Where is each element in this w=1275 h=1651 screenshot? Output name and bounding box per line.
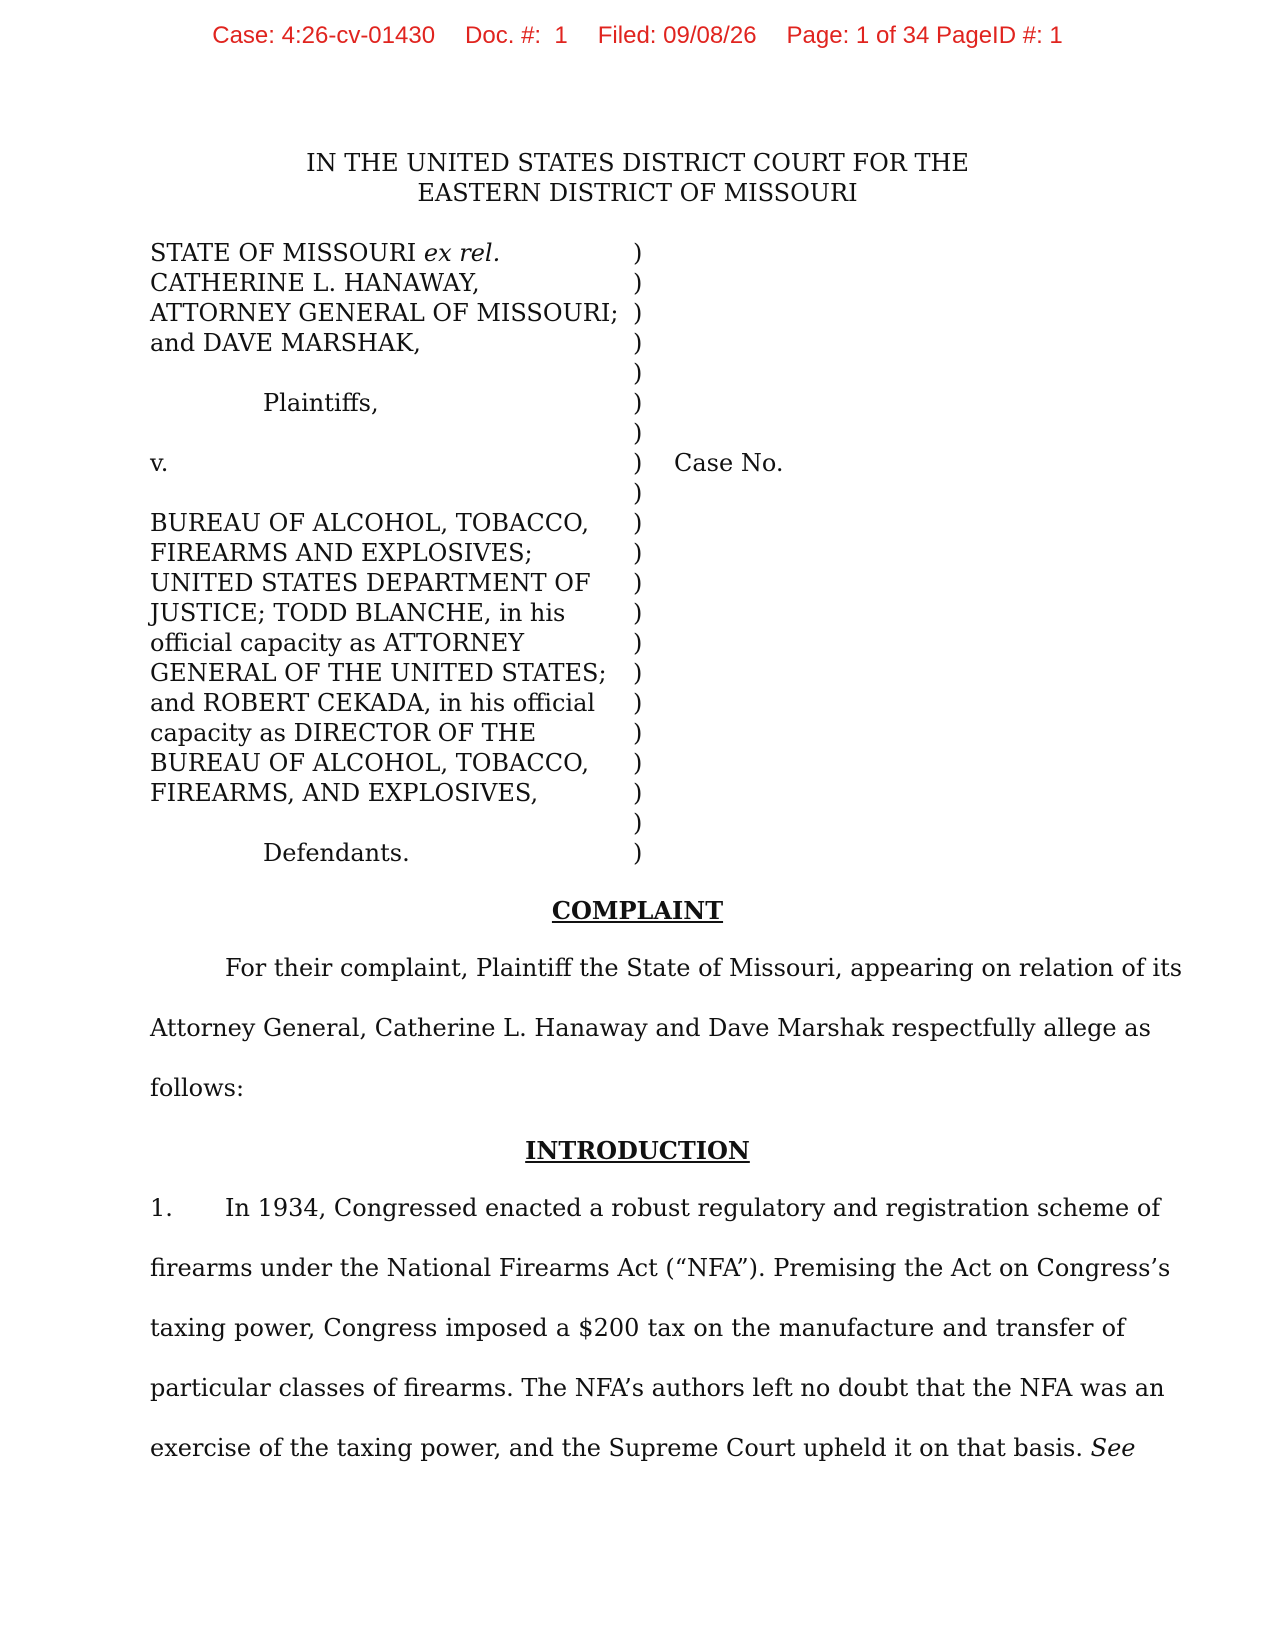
plaintiff-line: and DAVE MARSHAK, bbox=[150, 329, 421, 357]
caption-paren: ) bbox=[633, 779, 643, 807]
caption-paren: ) bbox=[633, 569, 643, 597]
caption-paren: ) bbox=[633, 809, 643, 837]
paragraph-1-line: particular classes of firearms. The NFA’s authors left no doubt that the NFA was an bbox=[150, 1374, 1165, 1402]
intro-line: follows: bbox=[150, 1074, 245, 1102]
paragraph-1-line: taxing power, Congress imposed a $200 tax on the manufacture and transfer of bbox=[150, 1314, 1125, 1342]
court-title-line-1: IN THE UNITED STATES DISTRICT COURT FOR THE bbox=[306, 149, 969, 177]
court-title-line-2: EASTERN DISTRICT OF MISSOURI bbox=[417, 179, 858, 207]
defendant-line: BUREAU OF ALCOHOL, TOBACCO, bbox=[150, 749, 589, 777]
caption-paren: ) bbox=[633, 299, 643, 327]
defendant-line: GENERAL OF THE UNITED STATES; bbox=[150, 659, 607, 687]
caption-paren: ) bbox=[633, 359, 643, 387]
stamp-case: Case: 4:26-cv-01430 bbox=[212, 22, 436, 49]
caption-paren: ) bbox=[633, 719, 643, 747]
intro-line: Attorney General, Catherine L. Hanaway and Dave Marshak respectfully allege as bbox=[150, 1014, 1151, 1042]
intro-paragraph bbox=[150, 938, 1183, 1118]
caption-paren: ) bbox=[633, 449, 643, 477]
caption-paren: ) bbox=[633, 389, 643, 417]
defendants-label: Defendants. bbox=[263, 839, 410, 867]
stamp-doc: Doc. #: 1 bbox=[465, 22, 568, 49]
defendant-line: FIREARMS, AND EXPLOSIVES, bbox=[150, 779, 539, 807]
defendant-line: official capacity as ATTORNEY bbox=[150, 629, 525, 657]
caption-paren: ) bbox=[633, 239, 643, 267]
paragraph-1-line: firearms under the National Firearms Act (“NFA”). Premising the Act on Congress’s bbox=[150, 1254, 1171, 1282]
defendant-line: JUSTICE; TODD BLANCHE, in his bbox=[150, 599, 566, 627]
paragraph-1-line: 1. In 1934, Congressed enacted a robust regulatory and registration scheme of bbox=[150, 1178, 1125, 1238]
caption-paren: ) bbox=[633, 329, 643, 357]
complaint-heading: COMPLAINT bbox=[551, 896, 724, 925]
caption-paren: ) bbox=[633, 419, 643, 447]
caption-paren: ) bbox=[633, 539, 643, 567]
intro-line: For their complaint, Plaintiff the State of Missouri, appearing on relation of its bbox=[225, 954, 1183, 982]
plaintiff-line: CATHERINE L. HANAWAY, bbox=[150, 269, 480, 297]
introduction-heading: INTRODUCTION bbox=[525, 1136, 750, 1165]
caption-paren: ) bbox=[633, 659, 643, 687]
defendant-line: capacity as DIRECTOR OF THE bbox=[150, 719, 537, 747]
case-number-label: Case No. bbox=[674, 449, 784, 477]
caption-paren: ) bbox=[633, 509, 643, 537]
defendant-line: UNITED STATES DEPARTMENT OF bbox=[150, 569, 591, 597]
paragraph-number: 1. bbox=[150, 1194, 173, 1222]
filing-stamp bbox=[0, 22, 1275, 50]
stamp-page: Page: 1 of 34 PageID #: 1 bbox=[786, 22, 1063, 49]
versus: v. bbox=[150, 449, 169, 477]
caption-paren: ) bbox=[633, 839, 643, 867]
plaintiffs-label: Plaintiffs, bbox=[263, 389, 379, 417]
caption-paren-column bbox=[633, 238, 642, 868]
caption-paren: ) bbox=[633, 689, 643, 717]
caption-paren: ) bbox=[633, 749, 643, 777]
see-signal: See bbox=[1090, 1434, 1136, 1462]
stamp-filed: Filed: 09/08/26 bbox=[597, 22, 757, 49]
defendant-line: and ROBERT CEKADA, in his official bbox=[150, 689, 596, 717]
paragraph-1 bbox=[150, 1178, 1171, 1478]
caption-paren: ) bbox=[633, 269, 643, 297]
defendant-line: FIREARMS AND EXPLOSIVES; bbox=[150, 539, 533, 567]
court-title bbox=[0, 148, 1275, 208]
caption-paren: ) bbox=[633, 629, 643, 657]
caption-paren: ) bbox=[633, 479, 643, 507]
defendant-line: BUREAU OF ALCOHOL, TOBACCO, bbox=[150, 509, 589, 537]
caption-paren: ) bbox=[633, 599, 643, 627]
parties-block bbox=[150, 238, 630, 868]
plaintiff-line: ATTORNEY GENERAL OF MISSOURI; bbox=[150, 299, 619, 327]
paragraph-1-line: exercise of the taxing power, and the Supreme Court upheld it on that basis. See bbox=[150, 1434, 1136, 1462]
plaintiff-line: STATE OF MISSOURI ex rel. bbox=[150, 239, 501, 267]
